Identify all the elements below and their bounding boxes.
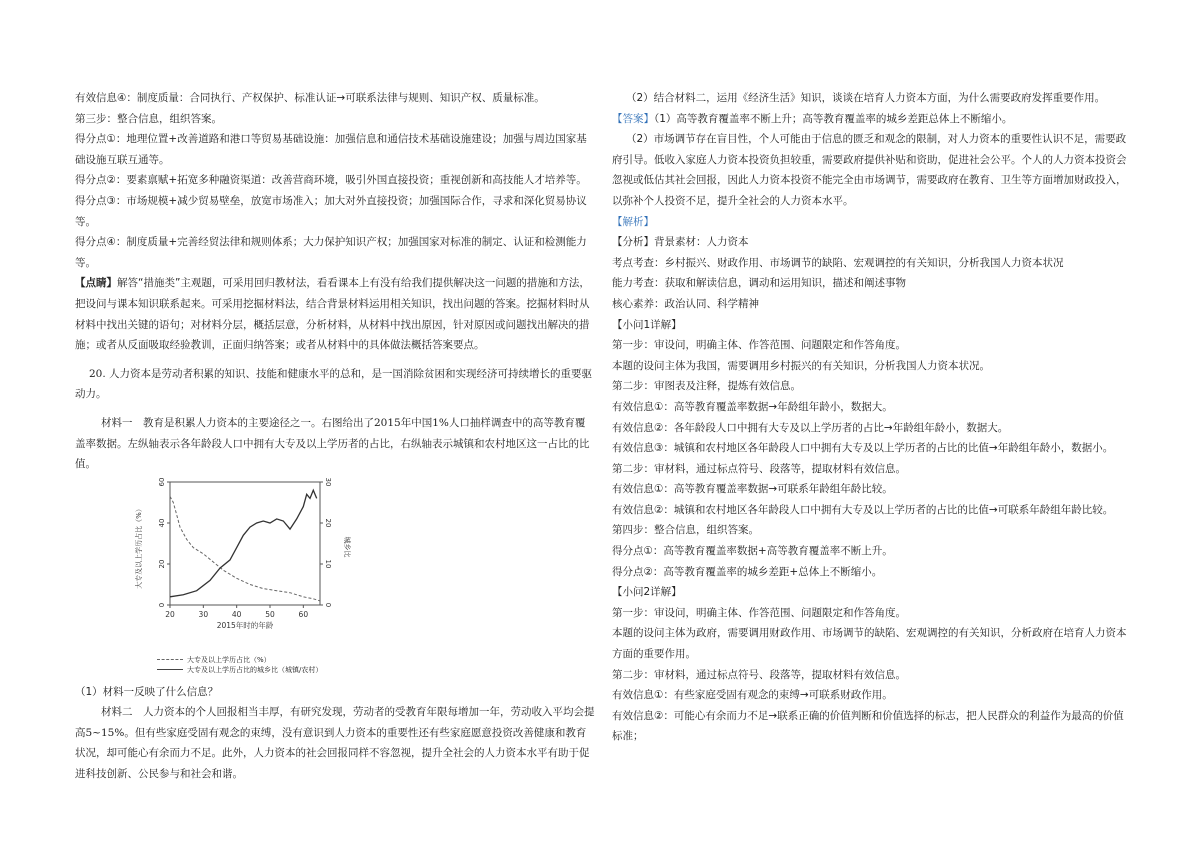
answer-label: 【答案】	[612, 112, 654, 125]
right-column	[612, 88, 1132, 747]
left-column	[75, 88, 595, 785]
analysis-line: 考点考查：乡村振兴、财政作用、市场调节的缺陷、宏观调控的有关知识，分析我国人力资本状况	[612, 256, 1064, 269]
analysis-line: 【小问2详解】	[612, 586, 682, 599]
question-2: （2）结合材料二，运用《经济生活》知识，谈谈在培育人力资本方面，为什么需要政府发挥重要作用。	[626, 92, 1106, 104]
legend-entry-ratio	[157, 665, 357, 675]
analysis-line: 有效信息①：高等教育覆盖率数据→年龄组年龄小，数据大。	[612, 400, 893, 413]
tip-label: 【点睛】	[75, 277, 117, 290]
x-tick-label: 50	[265, 609, 275, 619]
education-chart	[117, 477, 357, 682]
x-tick-label: 30	[198, 609, 209, 619]
analysis-line: 第二步：审图表及注释，提炼有效信息。	[612, 380, 801, 393]
x-tick-label: 40	[231, 609, 242, 619]
analysis-line: 第四步：整合信息，组织答案。	[612, 524, 759, 537]
analysis-line: 【小问1详解】	[612, 318, 682, 331]
left-line-4: 得分点②：要素禀赋+拓宽多种融资渠道：改善营商环境，吸引外国直接投资；重视创新和高技能人才培养等。	[75, 174, 587, 187]
answer-paragraph-2: （2）市场调节存在盲目性，个人可能由于信息的匮乏和观念的限制，对人力资本的重要性认识不足，需要政府引导。低收入家庭人力资本投资负担较重，需要政府提供补贴和资助，促进社会公平。个人的人力资本投资会忽视或低估其社会回报，因此人力资本投资不能完全由市场调节，需要政府在教育、卫生等方面增加财政投入，以弥补个人投资不足，提升全社会的人力资本水平。	[612, 133, 1127, 207]
left-line-5: 得分点③：市场规模+减少贸易壁垒，放宽市场准入；加大对外直接投资；加强国际合作，寻求和深化贸易协议等。	[75, 194, 587, 228]
y-left-tick-label: 60	[158, 477, 166, 487]
analysis-line: 第二步：审材料，通过标点符号、段落等，提取材料有效信息。	[612, 462, 906, 475]
tip-paragraph	[75, 273, 595, 355]
material-two: 材料二 人力资本的个人回报相当丰厚，有研究发现，劳动者的受教育年限每增加一年，劳动收入平均会提高5~15%。但有些家庭受固有观念的束缚，没有意识到人力资本的重要性还有些家庭愿意投资改善健康和教育状况，却可能心有余而力不足。此外，人力资本的社会回报同样不容忽视，提升全社会的人力资本水平有助于促进科技创新、公民参与和社会和谐。	[75, 706, 595, 781]
left-line-3: 得分点①：地理位置+改善道路和港口等贸易基础设施：加强信息和通信技术基础设施建设；加强与周边国家基础设施互联互通等。	[75, 133, 587, 166]
analysis-line: 【分析】背景素材：人力资本	[612, 236, 749, 249]
left-line-2: 第三步：整合信息，组织答案。	[75, 112, 222, 125]
x-tick-label: 60	[298, 609, 309, 619]
y-left-axis-label: 大专及以上学历占比（%）	[135, 504, 143, 589]
analysis-lines	[612, 232, 1132, 747]
analysis-line: 有效信息②：各年龄段人口中拥有大专及以上学历者的占比→年龄组年龄小，数据大。	[612, 421, 1009, 434]
analysis-line: 有效信息①：有些家庭受固有观念的束缚→可联系财政作用。	[612, 689, 893, 702]
plot-frame	[170, 482, 320, 605]
left-line-1: 有效信息④：制度质量：合同执行、产权保护、标准认证→可联系法律与规则、知识产权、质量标准。	[75, 92, 545, 104]
chart-legend	[157, 655, 357, 675]
series-line-urban-rural-ratio	[170, 490, 317, 597]
analysis-line: 第一步：审设问，明确主体、作答范围、问题限定和作答角度。	[612, 606, 906, 619]
y-right-tick-label: 0	[324, 602, 332, 607]
analysis-line: 第一步：审设问，明确主体、作答范围、问题限定和作答角度。	[612, 339, 906, 352]
legend-label-share: 大专及以上学历占比（%）	[187, 655, 271, 664]
answer-text-1: （1）高等教育覆盖率不断上升；高等教育覆盖率的城乡差距总体上不断缩小。	[654, 112, 1013, 125]
answer-paragraph-1	[612, 109, 1132, 130]
legend-entry-share	[157, 655, 357, 665]
analysis-line: 有效信息②：城镇和农村地区各年龄段人口中拥有大专及以上学历者的占比的比值→可联系年龄组年龄比较。	[612, 503, 1114, 516]
series-line-share	[170, 496, 320, 601]
analysis-line: 本题的设问主体为政府，需要调用财政作用、市场调节的缺陷、宏观调控的有关知识，分析政府在培育人力资本方面的重要作用。	[612, 627, 1127, 661]
y-right-tick-label: 30	[324, 477, 332, 487]
question-20: 20. 人力资本是劳动者积累的知识、技能和健康水平的总和，是一国消除贫困和实现经济可持续增长的重要驱动力。	[75, 367, 593, 401]
analysis-line: 第二步：审材料，通过标点符号、段落等，提取材料有效信息。	[612, 668, 906, 681]
chart-svg	[117, 477, 357, 655]
analysis-label: 【解析】	[612, 215, 654, 228]
analysis-line: 有效信息①：高等教育覆盖率数据→可联系年龄组年龄比较。	[612, 483, 893, 496]
legend-swatch-dashed	[157, 659, 183, 660]
y-left-tick-label: 40	[158, 518, 166, 528]
x-tick-label: 20	[165, 609, 175, 619]
question-1: （1）材料一反映了什么信息？	[75, 685, 219, 698]
analysis-line: 得分点①：高等教育覆盖率数据+高等教育覆盖率不断上升。	[612, 545, 893, 558]
legend-label-ratio: 大专及以上学历占比的城乡比（城镇/农村）	[187, 665, 323, 674]
analysis-line: 有效信息②：可能心有余而力不足→联系正确的价值判断和价值选择的标志，把人民群众的利益作为最高的价值标准；	[612, 709, 1124, 743]
legend-swatch-solid	[157, 669, 183, 670]
analysis-line: 有效信息③：城镇和农村地区各年龄段人口中拥有大专及以上学历者的占比的比值→年龄组年龄小，数据小。	[612, 442, 1114, 455]
y-left-tick-label: 20	[158, 559, 166, 569]
analysis-line: 能力考查：获取和解读信息，调动和运用知识，描述和阐述事物	[612, 277, 906, 290]
y-right-tick-label: 20	[324, 518, 332, 528]
analysis-line: 本题的设问主体为我国，需要调用乡村振兴的有关知识，分析我国人力资本状况。	[612, 359, 990, 372]
y-left-tick-label: 0	[158, 602, 166, 607]
analysis-line: 得分点②：高等教育覆盖率的城乡差距+总体上不断缩小。	[612, 565, 883, 578]
y-right-tick-label: 10	[324, 559, 332, 569]
x-axis-label: 2015年时的年龄	[216, 620, 274, 630]
material-one: 材料一 教育是积累人力资本的主要途径之一。右图给出了2015年中国1%人口抽样调查中的高等教育覆盖率数据。左纵轴表示各年龄段人口中拥有大专及以上学历者的占比，右纵轴表示城镇和农村地区这一占比的比值。	[75, 416, 590, 471]
y-right-axis-label: 城乡比	[343, 536, 351, 558]
tip-text: 解答“措施类”主观题，可采用回归教材法，看看课本上有没有给我们提供解决这一问题的措施和方法，把设问与课本知识联系起来。可采用挖掘材料法，结合背景材料运用相关知识，找出问题的答案。挖掘材料时从材料中找出关键的语句；对材料分层，概括层意，分析材料，从材料中找出原因，针对原因或问题找出解决的措施；或者从反面吸取经验教训，正面归纳答案；或者从材料中的具体做法概括答案要点。	[75, 277, 590, 352]
analysis-line: 核心素养：政治认同、科学精神	[612, 297, 759, 310]
left-line-6: 得分点④：制度质量+完善经贸法律和规则体系；大力保护知识产权；加强国家对标准的制定、认证和检测能力等。	[75, 236, 587, 269]
